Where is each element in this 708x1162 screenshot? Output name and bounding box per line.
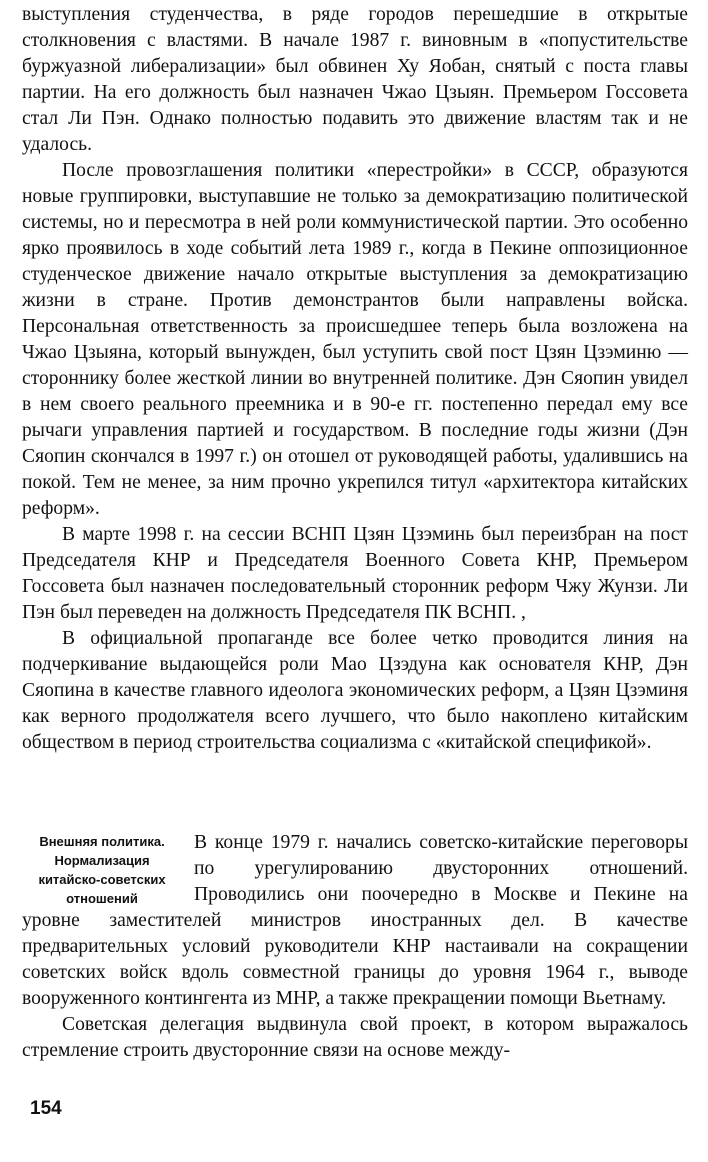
page-number: 154 bbox=[30, 1098, 62, 1119]
paragraph: Советская делегация выдвинула свой проект, в котором выражалось стремление строить двусторонние связи на основе между- bbox=[22, 1014, 688, 1061]
paragraph: В официальной пропаганде все более четко проводится линия на подчеркивание выдающейся роли Мао Цзэдуна как основателя КНР, Дэн Сяопина в качестве главного идеолога экономических реформ, а Цзян Цзэминя как верного продолжателя всего лучшего, что было накоплено китайским обществом в период строительства социализма с «китайской спецификой». bbox=[22, 628, 688, 753]
paragraph: выступления студенчества, в ряде городов перешедшие в открытые столкновения с властями. В начале 1987 г. виновным в «попустительстве буржуазной либерализации» был обвинен Ху Яобан, снятый с поста главы партии. На его должность был назначен Чжао Цзыян. Премьером Госсовета стал Ли Пэн. Однако полностью подавить это движение властям так и не удалось. bbox=[22, 4, 688, 155]
side-heading: Внешняя политика. Нормализация китайско-советских отношений bbox=[38, 834, 166, 906]
main-text bbox=[22, 2, 688, 756]
paragraph: В конце 1979 г. начались советско-китайские переговоры по урегулированию двусторонних отношений. Проводились они поочередно в Москве и Пекине на уровне заместителей министров иностранных дел. В качестве предварительных условий руководители КНР настаивали на сокращении советских войск вдоль совместной границы до уровня 1964 г., выводе вооруженного контингента из МНР, а также прекращении помощи Вьетнаму. bbox=[22, 832, 688, 1009]
paragraph: После провозглашения политики «перестройки» в СССР, образуются новые группировки, выступавшие не только за демократизацию политической системы, но и пересмотра в ней роли коммунистической партии. Это особенно ярко проявилось в ходе событий лета 1989 г., когда в Пекине оппозиционное студенческое движение начало открытые выступления за демократизацию жизни в стране. Против демонстрантов были направлены войска. Персональная ответственность за происшедшее теперь была возложена на Чжао Цзыяна, который вынужден, был уступить свой пост Цзян Цзэминю — стороннику более жесткой линии во внутренней политике. Дэн Сяопин увидел в нем своего реального преемника и в 90-е гг. постепенно передал ему все рычаги управления партией и государством. В последние годы жизни (Дэн Сяопин скончался в 1997 г.) он отошел от руководящей работы, удалившись на покой. Тем не менее, за ним прочно укрепился титул «архитектора китайских реформ». bbox=[22, 160, 688, 519]
paragraph: В марте 1998 г. на сессии ВСНП Цзян Цзэминь был переизбран на пост Председателя КНР и Председателя Военного Совета КНР, Премьером Госсовета был назначен последовательный сторонник реформ Чжу Жунзи. Ли Пэн был переведен на должность Председателя ПК ВСНП. , bbox=[22, 524, 688, 623]
foreign-policy-section bbox=[22, 830, 688, 1064]
